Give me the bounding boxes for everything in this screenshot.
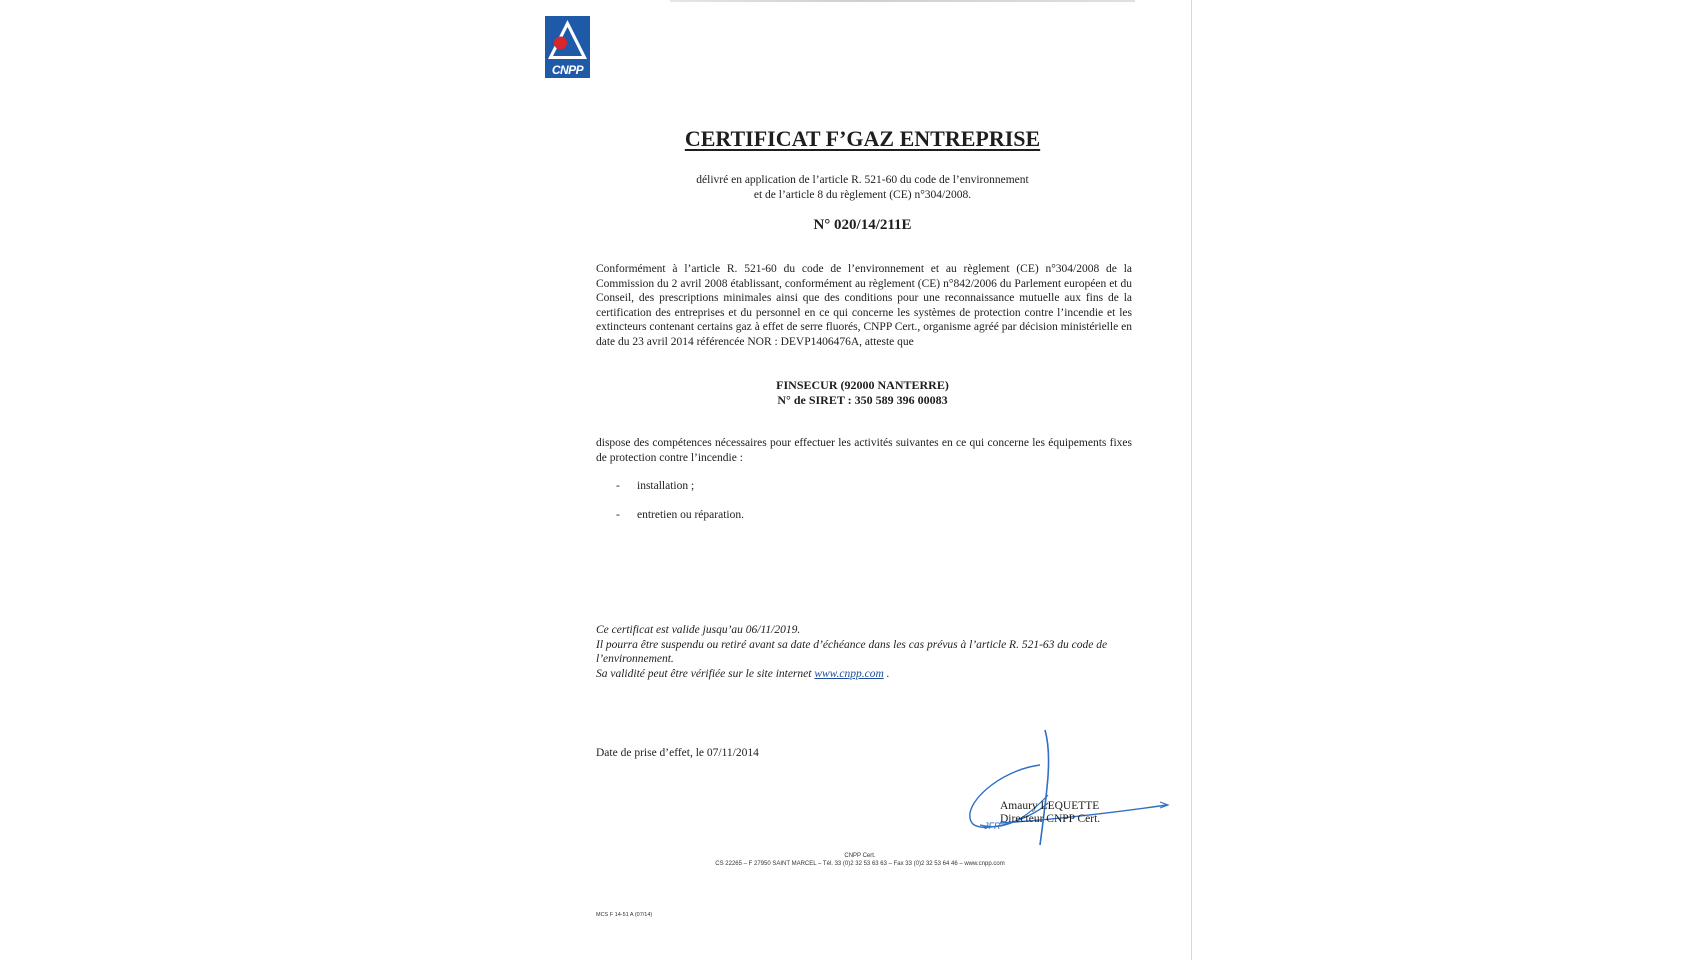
certificate-subtitle bbox=[600, 173, 1125, 202]
effective-date: Date de prise d’effet, le 07/11/2014 bbox=[596, 747, 759, 759]
verification-suffix: . bbox=[883, 667, 890, 680]
cnpp-website-link[interactable]: www.cnpp.com bbox=[814, 667, 884, 680]
activity-item bbox=[616, 508, 744, 523]
subtitle-line-2: et de l’article 8 du règlement (CE) n°304/2008. bbox=[753, 188, 972, 201]
footer bbox=[660, 852, 1060, 868]
cnpp-logo-text: CNPP bbox=[545, 63, 590, 78]
certificate-title: CERTIFICAT F’GAZ ENTREPRISE bbox=[684, 126, 1041, 151]
form-reference: MCS F 14-51 A (07/14) bbox=[596, 912, 653, 918]
company-name: FINSECUR (92000 NANTERRE) bbox=[776, 378, 949, 392]
signer-block bbox=[1000, 800, 1100, 826]
validity-suspension: Il pourra être suspendu ou retiré avant sa date d’échéance dans les cas prévus à l’article R. 521-63 du code de l’environnement. bbox=[596, 638, 1108, 665]
signature-initials: JFR bbox=[984, 821, 1001, 831]
company-block bbox=[600, 378, 1125, 407]
activity-bullet: - bbox=[616, 480, 620, 492]
signer-name: Amaury LEQUETTE bbox=[1000, 800, 1100, 812]
company-siret: N° de SIRET : 350 589 396 00083 bbox=[777, 392, 948, 407]
activity-label: entretien ou réparation. bbox=[637, 509, 744, 521]
page-edge bbox=[1191, 0, 1192, 960]
cnpp-logo bbox=[545, 16, 590, 78]
activity-label: installation ; bbox=[637, 480, 695, 492]
signer-role: Directeur CNPP Cert. bbox=[1000, 813, 1101, 825]
dispose-paragraph: dispose des compétences nécessaires pour effectuer les activités suivantes en ce qui concerne les équipements fixes de protection contre l’incendie : bbox=[596, 437, 1132, 464]
scan-artifact-line bbox=[670, 0, 1135, 2]
footer-org: CNPP Cert. bbox=[844, 853, 876, 859]
subtitle-line-1: délivré en application de l’article R. 521-60 du code de l’environnement bbox=[696, 174, 1029, 186]
verification-text: Sa validité peut être vérifiée sur le site internet bbox=[596, 667, 812, 680]
validity-verification bbox=[596, 667, 1132, 682]
handwritten-signature bbox=[960, 725, 1180, 855]
certificate-number: N° 020/14/211E bbox=[813, 217, 912, 233]
validity-statement bbox=[596, 623, 1132, 681]
intro-paragraph: Conformément à l’article R. 521-60 du code de l’environnement et au règlement (CE) n°304/2008 de la Commission du 2 avril 2008 établissant, conformément au règlement (CE) n°842/2006 du Parlement européen et du Conseil, des prescriptions minimales ainsi que des conditions pour une reconnaissance mutuelle aux fins de la certification des entreprises et du personnel en ce qui concerne les systèmes de protection contre l’incendie et les extincteurs contenant certains gaz à effet de serre fluorés, CNPP Cert., organisme agréé par décision ministérielle en date du 23 avril 2014 référencée NOR : DEVP1406476A, atteste que bbox=[596, 263, 1132, 348]
cnpp-logo-mark bbox=[545, 16, 590, 63]
footer-address: CS 22265 – F 27950 SAINT MARCEL – Tél. 33 (0)2 32 53 63 63 – Fax 33 (0)2 32 53 64 46 – www.cnpp.com bbox=[715, 861, 1005, 867]
activity-item bbox=[616, 479, 694, 494]
validity-date: Ce certificat est valide jusqu’au 06/11/2019. bbox=[596, 624, 801, 636]
activity-bullet: - bbox=[616, 509, 620, 521]
